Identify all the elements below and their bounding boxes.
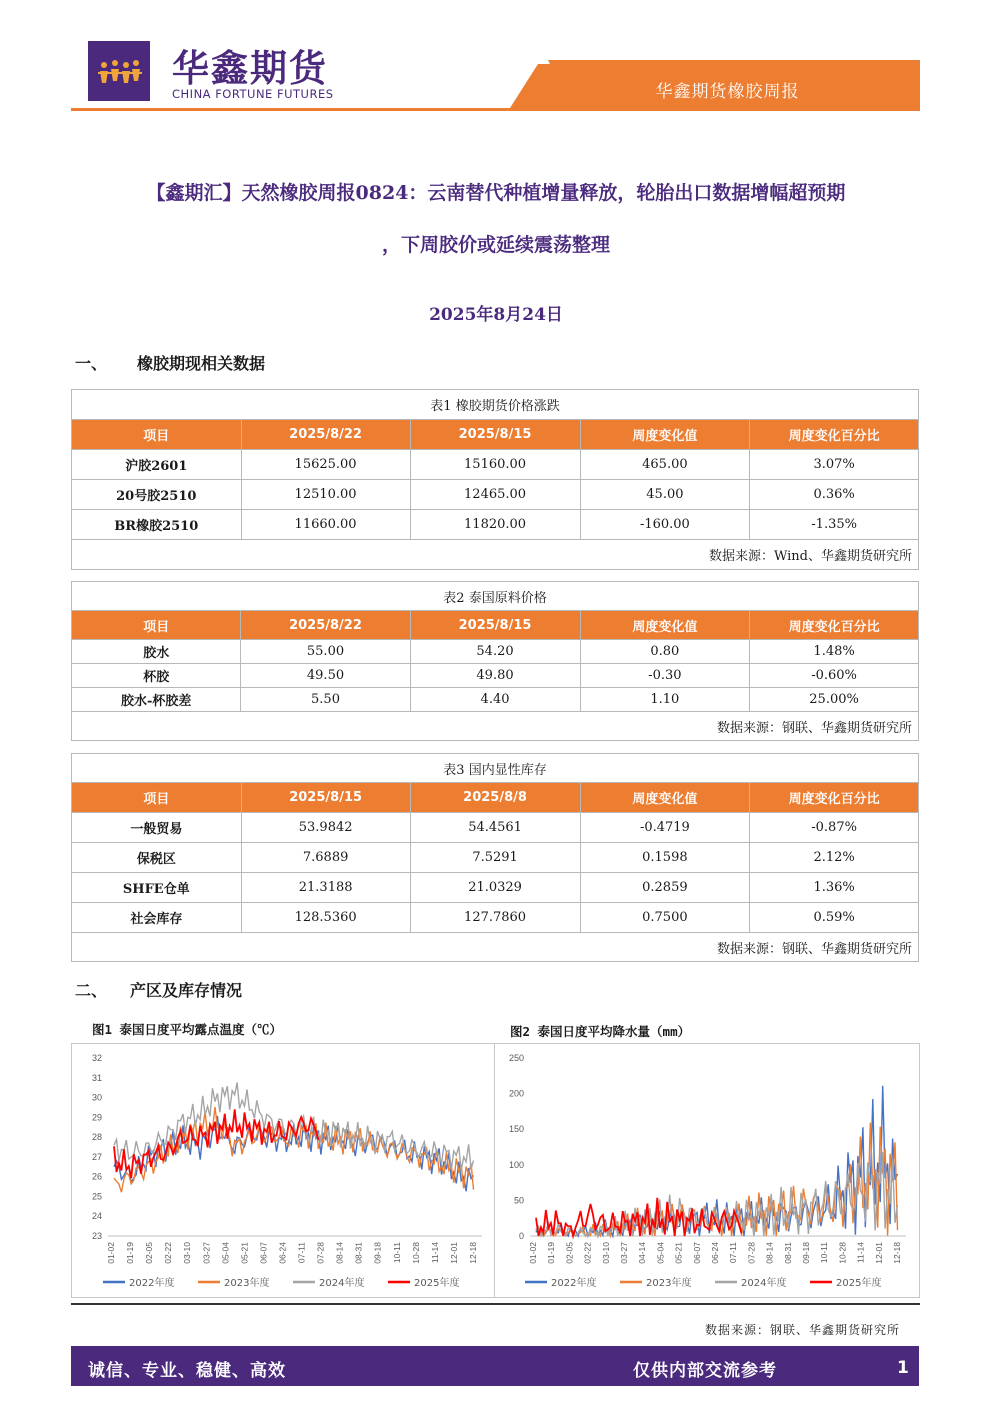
table-cell: BR橡胶2510	[72, 510, 242, 540]
table-cell: 15160.00	[410, 450, 580, 480]
table-cell: 4.40	[410, 688, 580, 712]
y-tick-label: 100	[508, 1159, 524, 1170]
table-cell: 53.9842	[241, 813, 410, 843]
table-cell: 0.36%	[750, 480, 919, 510]
figure2-caption: 图2 泰国日度平均降水量（mm）	[510, 1024, 691, 1039]
x-tick-label: 01-02	[528, 1242, 538, 1264]
x-tick-label: 03-10	[600, 1242, 611, 1264]
x-tick-label: 04-14	[637, 1242, 648, 1264]
section1-title: 橡胶期现相关数据	[137, 354, 266, 373]
y-tick-label: 24	[91, 1211, 102, 1222]
table-cell: 1.10	[580, 688, 750, 712]
rainfall-chart	[496, 1044, 919, 1297]
y-tick-label: 31	[91, 1072, 102, 1083]
logo-english-name: CHINA FORTUNE FUTURES	[172, 87, 334, 101]
x-tick-label: 02-22	[163, 1242, 174, 1264]
x-tick-label: 07-11	[728, 1242, 739, 1264]
y-tick-label: 25	[91, 1191, 102, 1202]
domestic-inventory-table	[71, 753, 919, 962]
table-row	[72, 903, 919, 933]
table-cell: 0.1598	[580, 843, 750, 873]
table-cell: 胶水	[72, 640, 241, 664]
x-tick-label: 11-14	[429, 1242, 440, 1264]
x-tick-label: 12-01	[448, 1242, 459, 1264]
table-cell: -160.00	[580, 510, 750, 540]
section2-title: 产区及库存情况	[130, 981, 243, 1000]
x-tick-label: 03-10	[182, 1242, 193, 1264]
footer-disclaimer: 仅供内部交流参考	[633, 1361, 777, 1381]
legend-label: 2022年度	[551, 1278, 597, 1289]
x-tick-label: 10-11	[819, 1242, 830, 1264]
y-tick-label: 150	[508, 1124, 524, 1135]
table3-source: 数据来源：钢联、华鑫期货研究所	[72, 933, 919, 962]
table2-header: 周度变化百分比	[750, 611, 919, 640]
x-tick-label: 05-21	[673, 1242, 684, 1264]
table3-header: 2025/8/8	[410, 783, 580, 813]
legend-label: 2022年度	[129, 1278, 175, 1289]
table-cell: 465.00	[580, 450, 750, 480]
x-tick-label: 10-28	[837, 1242, 848, 1264]
x-tick-label: 05-04	[220, 1242, 231, 1264]
table-cell: 21.3188	[241, 873, 410, 903]
table-cell: 5.50	[241, 688, 410, 712]
x-tick-label: 06-24	[277, 1242, 288, 1264]
dewpoint-chart	[72, 1044, 493, 1297]
report-title-line1: 【鑫期汇】天然橡胶周报0824：云南替代种植增量释放，轮胎出口数据增幅超预期	[146, 182, 846, 204]
table3-header: 2025/8/15	[241, 783, 410, 813]
x-tick-label: 06-07	[258, 1242, 269, 1264]
table2-header: 2025/8/15	[410, 611, 580, 640]
table1-header: 周度变化值	[580, 420, 750, 450]
table2-source: 数据来源：钢联、华鑫期货研究所	[72, 712, 919, 741]
table-cell: -0.60%	[750, 664, 919, 688]
table-cell: 0.7500	[580, 903, 750, 933]
table-cell: 11820.00	[410, 510, 580, 540]
legend-label: 2024年度	[319, 1278, 365, 1289]
table3-caption: 表3 国内显性库存	[72, 754, 919, 783]
logo-figures-icon	[88, 41, 150, 101]
table-cell: 20号胶2510	[72, 480, 242, 510]
x-tick-label: 05-04	[655, 1242, 666, 1264]
futures-price-table	[71, 389, 919, 570]
legend-label: 2024年度	[741, 1278, 787, 1289]
y-tick-label: 0	[518, 1231, 524, 1241]
table-row	[72, 640, 919, 664]
table-row	[72, 873, 919, 903]
x-tick-label: 07-28	[315, 1242, 326, 1264]
table2-header: 2025/8/22	[241, 611, 410, 640]
x-tick-label: 08-14	[764, 1242, 775, 1264]
y-tick-label: 250	[508, 1053, 524, 1063]
table-row	[72, 813, 919, 843]
x-tick-label: 07-11	[296, 1242, 307, 1264]
legend-label: 2023年度	[224, 1278, 270, 1289]
table-cell: 49.80	[410, 664, 580, 688]
table-cell: 49.50	[241, 664, 410, 688]
x-tick-label: 02-22	[582, 1242, 593, 1264]
logo-chinese-name: 华鑫期货	[172, 47, 328, 90]
x-tick-label: 08-31	[353, 1242, 364, 1264]
y-tick-label: 29	[91, 1112, 102, 1123]
table-row	[72, 843, 919, 873]
table-cell: 7.6889	[241, 843, 410, 873]
x-tick-label: 02-05	[564, 1242, 575, 1264]
x-tick-label: 01-02	[106, 1242, 116, 1264]
figure-rule	[71, 1303, 920, 1305]
x-tick-label: 09-18	[801, 1242, 811, 1264]
x-tick-label: 02-05	[144, 1242, 155, 1264]
table-row	[72, 480, 919, 510]
table-cell: 杯胶	[72, 664, 241, 688]
table-cell: 12510.00	[241, 480, 410, 510]
x-tick-label: 07-28	[746, 1242, 757, 1264]
x-tick-label: 09-18	[372, 1242, 383, 1264]
table-cell: 15625.00	[241, 450, 410, 480]
y-tick-label: 200	[508, 1088, 524, 1099]
x-tick-label: 06-24	[710, 1242, 720, 1264]
table1-caption: 表1 橡胶期货价格涨跌	[72, 390, 919, 420]
table-cell: 54.4561	[410, 813, 580, 843]
table-cell: 3.07%	[750, 450, 919, 480]
report-series-label: 华鑫期货橡胶周报	[655, 82, 800, 102]
x-tick-label: 01-19	[125, 1242, 136, 1264]
table-cell: 保税区	[72, 843, 242, 873]
table-cell: 54.20	[410, 640, 580, 664]
y-tick-label: 26	[91, 1171, 102, 1182]
x-tick-label: 11-14	[855, 1242, 866, 1264]
x-tick-label: 10-11	[391, 1242, 402, 1264]
table-cell: 沪胶2601	[72, 450, 242, 480]
x-tick-label: 03-27	[619, 1242, 629, 1264]
table-cell: 12465.00	[410, 480, 580, 510]
table-cell: 7.5291	[410, 843, 580, 873]
table-cell: -1.35%	[750, 510, 919, 540]
table-cell: 45.00	[580, 480, 750, 510]
x-tick-label: 10-28	[410, 1242, 421, 1264]
legend-label: 2025年度	[836, 1278, 882, 1289]
table-cell: 2.12%	[750, 843, 919, 873]
table-cell: 1.36%	[750, 873, 919, 903]
table-cell: SHFE仓单	[72, 873, 242, 903]
table-row	[72, 510, 919, 540]
legend-label: 2025年度	[414, 1278, 460, 1289]
page-number: 1	[897, 1358, 909, 1378]
table-cell: -0.30	[580, 664, 750, 688]
table-cell: 一般贸易	[72, 813, 242, 843]
table2-caption: 表2 泰国原料价格	[72, 582, 919, 611]
table-row	[72, 664, 919, 688]
table-cell: 社会库存	[72, 903, 242, 933]
table-cell: 25.00%	[750, 688, 919, 712]
figure-source: 数据来源：钢联、华鑫期货研究所	[704, 1323, 900, 1337]
table1-header: 项目	[72, 420, 242, 450]
table-row	[72, 450, 919, 480]
legend-label: 2023年度	[646, 1278, 692, 1289]
table2-header: 项目	[72, 611, 241, 640]
table-cell: 1.48%	[750, 640, 919, 664]
y-tick-label: 50	[513, 1195, 524, 1206]
table3-header: 周度变化值	[580, 783, 750, 813]
footer-motto: 诚信、专业、稳健、高效	[88, 1361, 286, 1381]
y-tick-label: 28	[91, 1132, 102, 1143]
x-tick-label: 06-07	[691, 1242, 702, 1264]
y-tick-label: 30	[91, 1092, 102, 1103]
table2-header: 周度变化值	[580, 611, 750, 640]
table-cell: 127.7860	[410, 903, 580, 933]
x-tick-label: 12-18	[468, 1242, 478, 1264]
table-cell: 胶水-杯胶差	[72, 688, 241, 712]
table-cell: -0.87%	[750, 813, 919, 843]
table-cell: 0.59%	[750, 903, 919, 933]
table3-header: 项目	[72, 783, 242, 813]
x-tick-label: 12-01	[873, 1242, 884, 1264]
x-tick-label: 12-18	[892, 1242, 902, 1264]
section2-number: 二、	[75, 981, 108, 1000]
table1-header: 周度变化百分比	[750, 420, 919, 450]
report-title-line2: ，下周胶价或延续震荡整理	[381, 234, 610, 256]
table-cell: 11660.00	[241, 510, 410, 540]
table1-header: 2025/8/15	[410, 420, 580, 450]
thai-raw-material-table	[71, 581, 919, 741]
table-cell: -0.4719	[580, 813, 750, 843]
company-logo	[88, 41, 150, 101]
table-cell: 0.80	[580, 640, 750, 664]
table1-source: 数据来源：Wind、华鑫期货研究所	[72, 540, 919, 570]
x-tick-label: 01-19	[546, 1242, 557, 1264]
table1-header: 2025/8/22	[241, 420, 410, 450]
table-cell: 128.5360	[241, 903, 410, 933]
table-row	[72, 688, 919, 712]
x-tick-label: 08-31	[782, 1242, 793, 1264]
report-date: 2025年8月24日	[429, 305, 563, 325]
section1-number: 一、	[75, 354, 108, 373]
chart-divider	[494, 1043, 495, 1298]
table-cell: 21.0329	[410, 873, 580, 903]
figure1-caption: 图1 泰国日度平均露点温度（℃）	[92, 1022, 283, 1037]
y-tick-label: 32	[91, 1053, 102, 1063]
table-cell: 0.2859	[580, 873, 750, 903]
y-tick-label: 27	[91, 1151, 102, 1162]
x-tick-label: 05-21	[239, 1242, 250, 1264]
y-tick-label: 23	[91, 1231, 102, 1241]
x-tick-label: 03-27	[201, 1242, 212, 1264]
table-cell: 55.00	[241, 640, 410, 664]
x-tick-label: 08-14	[334, 1242, 345, 1264]
table3-header: 周度变化百分比	[750, 783, 919, 813]
